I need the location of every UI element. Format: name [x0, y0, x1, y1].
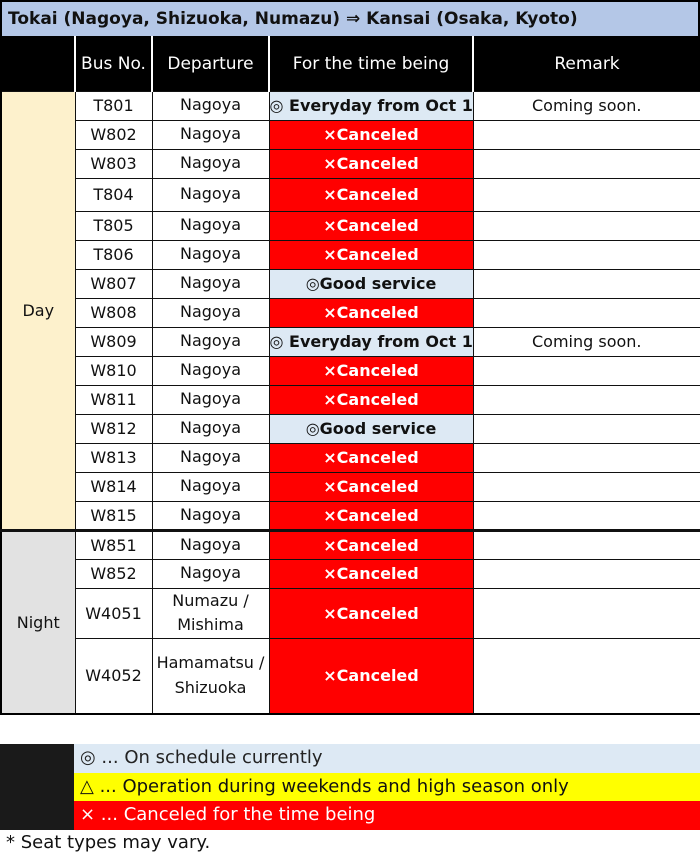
- bus-number: W808: [75, 298, 152, 327]
- departure: [152, 559, 269, 588]
- departure: [152, 211, 269, 240]
- departure-line: Nagoya: [180, 95, 241, 115]
- header-remark: Remark: [473, 37, 700, 91]
- bus-number: W4051: [75, 588, 152, 639]
- status-badge: ×Canceled: [269, 356, 473, 385]
- departure: [152, 240, 269, 269]
- header-status: For the time being: [269, 37, 473, 91]
- table-row: [1, 149, 700, 178]
- departure-line: Nagoya: [180, 331, 241, 351]
- departure-line: Shizuoka: [174, 677, 247, 697]
- departure-line: Mishima: [177, 615, 244, 635]
- departure-line: Nagoya: [180, 273, 241, 293]
- table-row: [1, 501, 700, 530]
- departure: [152, 269, 269, 298]
- bus-number: W803: [75, 149, 152, 178]
- departure-line: Hamamatsu /: [156, 653, 265, 673]
- bus-number: W802: [75, 120, 152, 149]
- departure-line: Nagoya: [180, 244, 241, 264]
- header-bus-no: Bus No.: [75, 37, 152, 91]
- departure-line: Nagoya: [180, 302, 241, 322]
- legend: [0, 744, 700, 830]
- table-row: [1, 588, 700, 639]
- bus-number: W814: [75, 472, 152, 501]
- bus-number: T804: [75, 178, 152, 211]
- table-header-row: [1, 37, 700, 91]
- departure: [152, 385, 269, 414]
- departure-line: Nagoya: [180, 563, 241, 583]
- bus-number: W4052: [75, 639, 152, 714]
- page-title: Tokai (Nagoya, Shizuoka, Numazu) ⇒ Kansai (Osaka, Kyoto): [0, 0, 700, 36]
- status-badge: ×Canceled: [269, 298, 473, 327]
- remark: [473, 149, 700, 178]
- departure: [152, 588, 269, 639]
- departure-line: Nagoya: [180, 124, 241, 144]
- bus-number: W811: [75, 385, 152, 414]
- bus-number: W851: [75, 530, 152, 559]
- bus-number: T806: [75, 240, 152, 269]
- departure-line: Nagoya: [180, 447, 241, 467]
- remark: [473, 588, 700, 639]
- status-badge: ×Canceled: [269, 443, 473, 472]
- departure-line: Nagoya: [180, 476, 241, 496]
- legend-weekends: △ ... Operation during weekends and high season only: [74, 773, 700, 802]
- status-badge: ×Canceled: [269, 530, 473, 559]
- bus-number: T801: [75, 91, 152, 120]
- bus-number: W815: [75, 501, 152, 530]
- footnote: * Seat types may vary.: [6, 832, 211, 853]
- departure: [152, 639, 269, 714]
- departure: [152, 178, 269, 211]
- status-badge: ×Canceled: [269, 178, 473, 211]
- table-row: [1, 269, 700, 298]
- status-badge: ×Canceled: [269, 559, 473, 588]
- departure: [152, 327, 269, 356]
- header-group: [1, 37, 75, 91]
- bus-number: W852: [75, 559, 152, 588]
- status-badge: ×Canceled: [269, 472, 473, 501]
- legend-canceled: × ... Canceled for the time being: [74, 801, 700, 830]
- remark: [473, 120, 700, 149]
- bus-number: W810: [75, 356, 152, 385]
- remark: [473, 472, 700, 501]
- departure: [152, 149, 269, 178]
- remark: [473, 443, 700, 472]
- status-badge: ◎Good service: [269, 269, 473, 298]
- departure-line: Nagoya: [180, 389, 241, 409]
- departure-line: Nagoya: [180, 360, 241, 380]
- table-row: [1, 559, 700, 588]
- status-badge: ×Canceled: [269, 501, 473, 530]
- table-row: [1, 240, 700, 269]
- departure-line: Nagoya: [180, 504, 241, 524]
- remark: [473, 530, 700, 559]
- table-row: [1, 443, 700, 472]
- departure-line: Nagoya: [180, 418, 241, 438]
- departure-line: Nagoya: [180, 153, 241, 173]
- table-row: [1, 356, 700, 385]
- status-badge: ×Canceled: [269, 588, 473, 639]
- status-badge: ×Canceled: [269, 240, 473, 269]
- group-night: Night: [1, 530, 75, 714]
- remark: Coming soon.: [473, 327, 700, 356]
- table-row: [1, 120, 700, 149]
- legend-swatch: [0, 744, 74, 830]
- status-badge: ×Canceled: [269, 149, 473, 178]
- departure: [152, 91, 269, 120]
- schedule-table: [0, 36, 700, 715]
- remark: [473, 269, 700, 298]
- status-badge: ◎ Everyday from Oct 1: [269, 327, 473, 356]
- table-row: [1, 472, 700, 501]
- status-badge: ×Canceled: [269, 639, 473, 714]
- bus-number: W813: [75, 443, 152, 472]
- departure: [152, 501, 269, 530]
- legend-on-schedule: ◎ ... On schedule currently: [74, 744, 700, 773]
- table-row: [1, 211, 700, 240]
- departure-line: Nagoya: [180, 184, 241, 204]
- bus-number: W812: [75, 414, 152, 443]
- departure-line: Nagoya: [180, 215, 241, 235]
- departure-line: Nagoya: [180, 534, 241, 554]
- remark: [473, 240, 700, 269]
- departure: [152, 298, 269, 327]
- table-row: [1, 414, 700, 443]
- remark: [473, 298, 700, 327]
- status-badge: ×Canceled: [269, 211, 473, 240]
- departure: [152, 472, 269, 501]
- remark: [473, 211, 700, 240]
- departure: [152, 414, 269, 443]
- table-row: [1, 530, 700, 559]
- table-row: [1, 639, 700, 714]
- status-badge: ◎ Everyday from Oct 1: [269, 91, 473, 120]
- status-badge: ×Canceled: [269, 120, 473, 149]
- bus-number: W809: [75, 327, 152, 356]
- departure: [152, 120, 269, 149]
- remark: [473, 356, 700, 385]
- remark: [473, 385, 700, 414]
- remark: [473, 178, 700, 211]
- remark: [473, 559, 700, 588]
- group-day: Day: [1, 91, 75, 530]
- table-row: [1, 178, 700, 211]
- remark: Coming soon.: [473, 91, 700, 120]
- departure: [152, 530, 269, 559]
- table-row: [1, 298, 700, 327]
- table-row: [1, 385, 700, 414]
- departure-line: Numazu /: [172, 590, 249, 610]
- header-departure: Departure: [152, 37, 269, 91]
- departure: [152, 356, 269, 385]
- remark: [473, 639, 700, 714]
- bus-number: T805: [75, 211, 152, 240]
- bus-number: W807: [75, 269, 152, 298]
- table-row: [1, 327, 700, 356]
- remark: [473, 414, 700, 443]
- table-row: [1, 91, 700, 120]
- remark: [473, 501, 700, 530]
- status-badge: ×Canceled: [269, 385, 473, 414]
- departure: [152, 443, 269, 472]
- status-badge: ◎Good service: [269, 414, 473, 443]
